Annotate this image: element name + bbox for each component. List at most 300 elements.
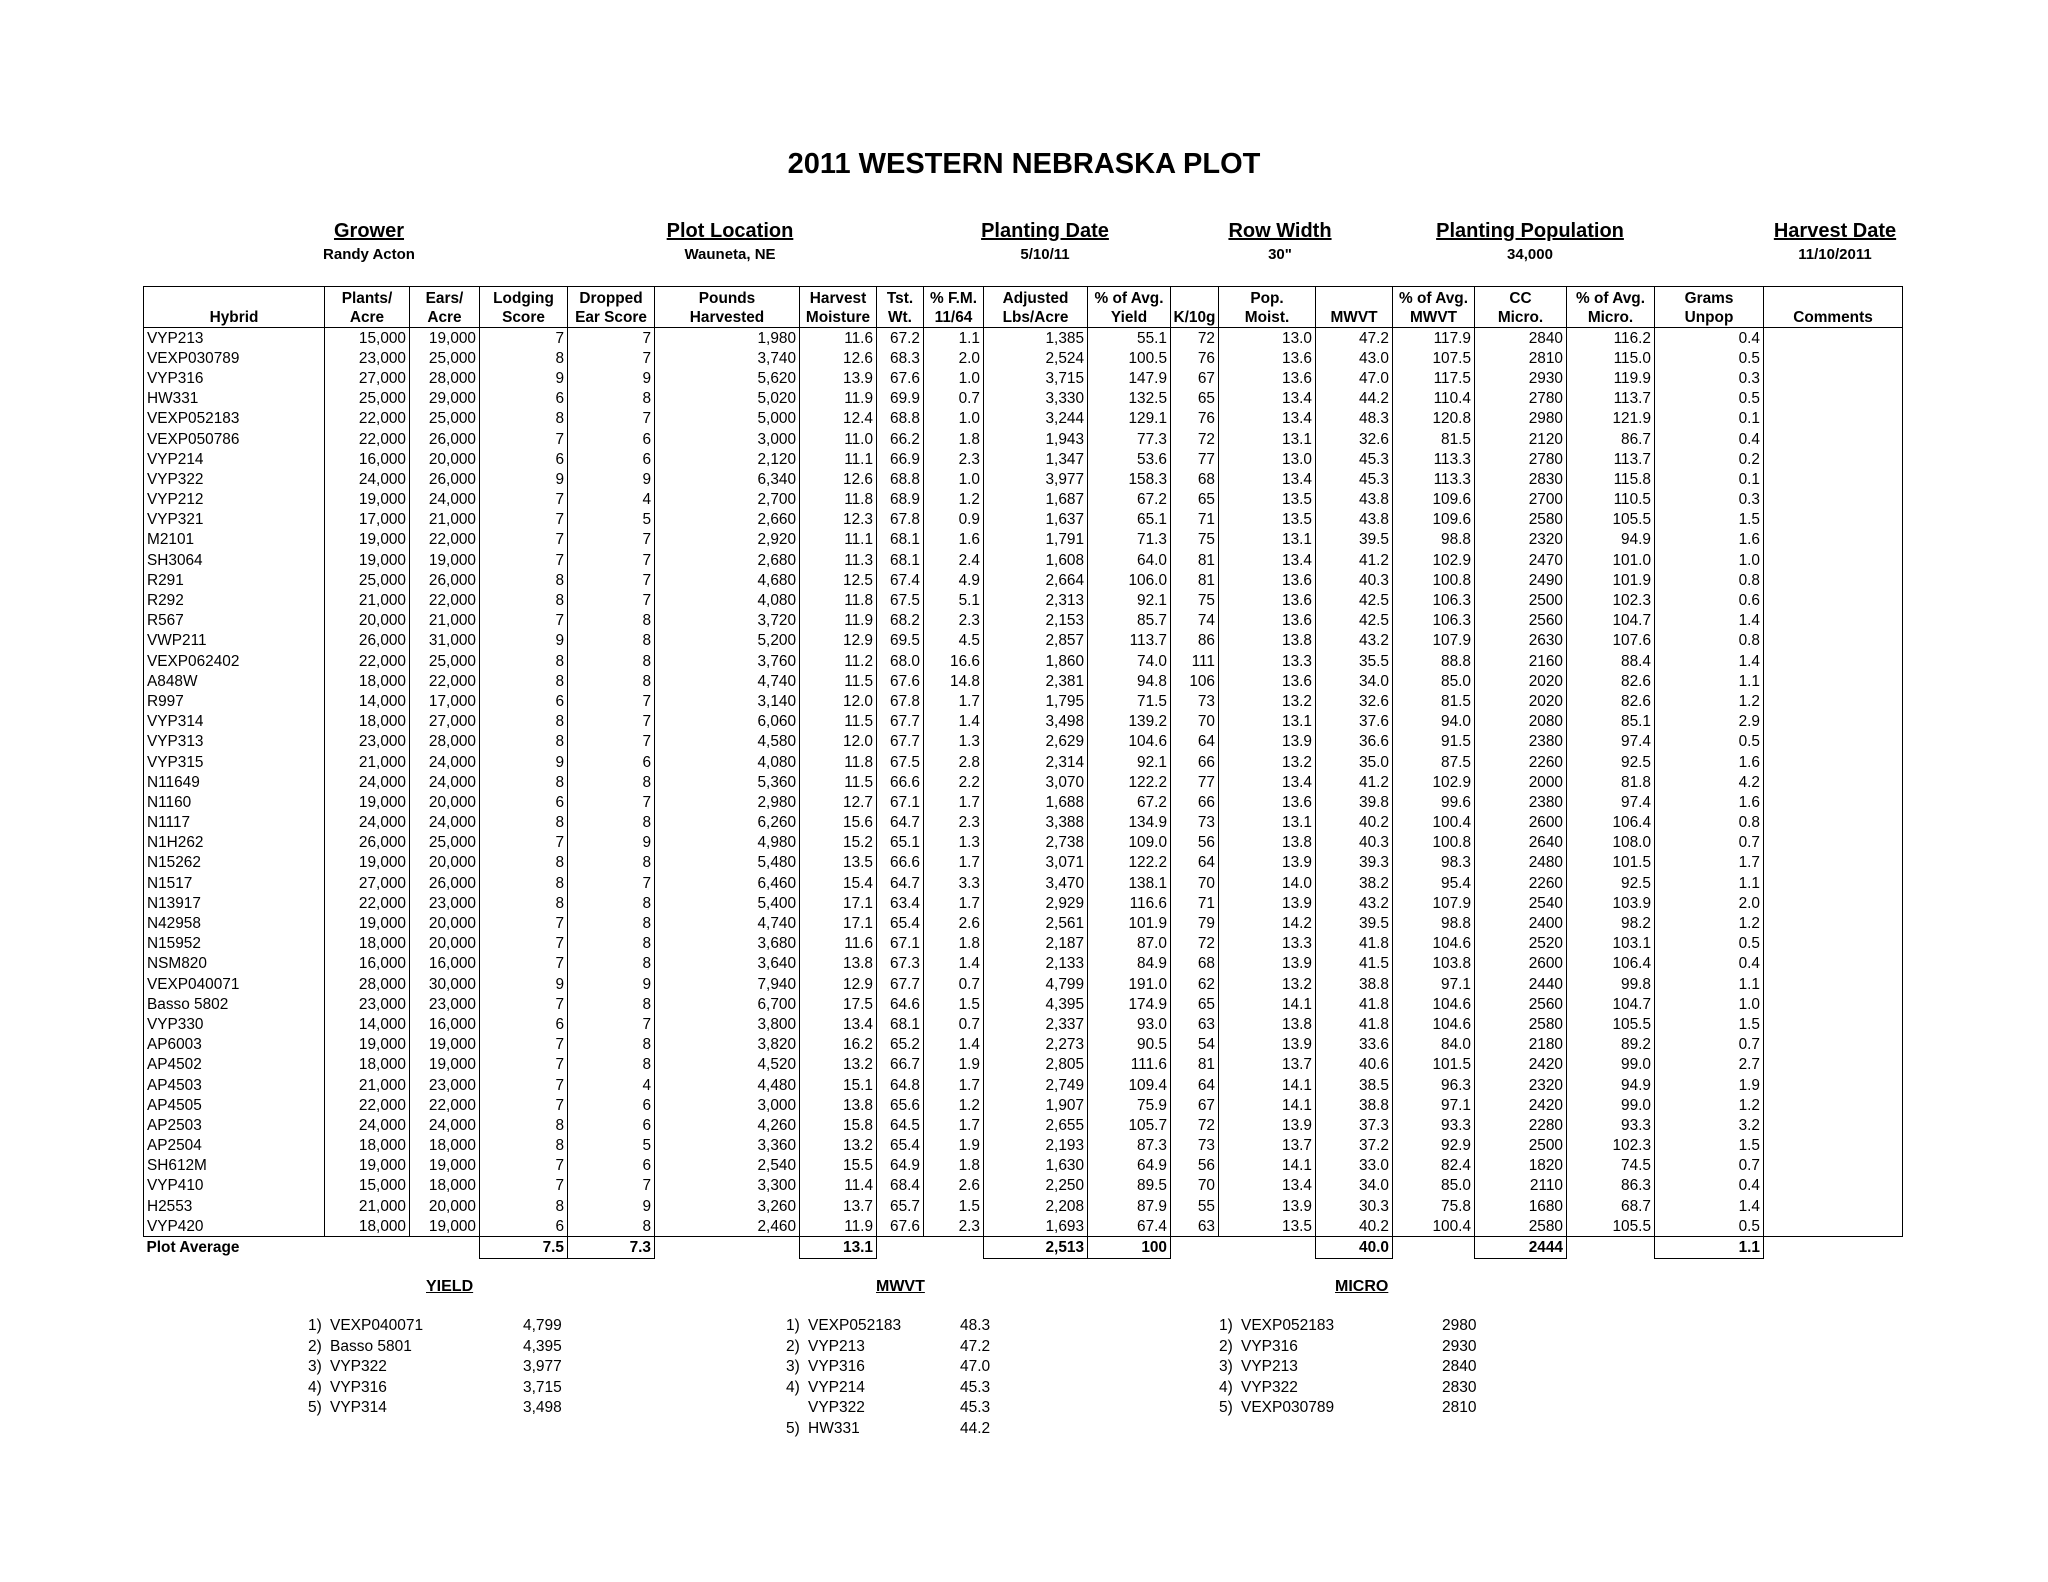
table-cell: 8 — [568, 813, 655, 833]
table-cell: 0.8 — [1655, 813, 1764, 833]
table-cell: 69.5 — [877, 631, 924, 651]
summary-value: 2980 — [1442, 1317, 1477, 1334]
table-cell: 7 — [480, 1075, 568, 1095]
table-cell: 18,000 — [410, 1176, 480, 1196]
table-cell: 2,337 — [984, 1014, 1088, 1034]
table-cell: 2,805 — [984, 1055, 1088, 1075]
column-header — [1764, 287, 1903, 328]
table-cell: 2580 — [1475, 510, 1567, 530]
table-cell: 13.6 — [1219, 570, 1316, 590]
table-cell: 9 — [568, 1196, 655, 1216]
table-cell: 8 — [568, 853, 655, 873]
header-harvest-date — [1760, 220, 1910, 263]
table-cell: 1,688 — [984, 792, 1088, 812]
table-cell: 13.8 — [1219, 631, 1316, 651]
table-row — [144, 1216, 1903, 1237]
table-cell: 19,000 — [325, 853, 410, 873]
header-plot-location — [640, 220, 820, 263]
table-cell: 39.3 — [1316, 853, 1393, 873]
column-header — [877, 287, 924, 328]
summary-rank: 3) — [786, 1358, 800, 1375]
table-cell: 34.0 — [1316, 671, 1393, 691]
table-cell: 95.4 — [1393, 873, 1475, 893]
table-cell: 1.3 — [924, 833, 984, 853]
table-cell: 1.4 — [924, 954, 984, 974]
table-cell: 86.7 — [1567, 429, 1655, 449]
table-cell: 113.7 — [1567, 449, 1655, 469]
summary-rank: 5) — [1219, 1399, 1233, 1416]
table-cell: 103.8 — [1393, 954, 1475, 974]
table-cell: 66.7 — [877, 1055, 924, 1075]
table-row — [144, 1035, 1903, 1055]
column-header-line: Micro. — [1587, 309, 1634, 326]
hybrid-cell: N1H262 — [144, 833, 325, 853]
table-cell: 101.9 — [1088, 913, 1171, 933]
table-cell: 18,000 — [325, 1136, 410, 1156]
table-cell: 21,000 — [325, 752, 410, 772]
table-cell: 3,260 — [655, 1196, 800, 1216]
table-cell: 174.9 — [1088, 994, 1171, 1014]
table-cell — [1764, 873, 1903, 893]
table-cell: 0.1 — [1655, 469, 1764, 489]
table-cell: 68.2 — [877, 611, 924, 631]
table-header-row — [144, 287, 1903, 328]
table-cell: 64.5 — [877, 1115, 924, 1135]
table-cell: 100.4 — [1393, 1216, 1475, 1237]
table-cell: 2500 — [1475, 590, 1567, 610]
table-cell: 2,700 — [655, 490, 800, 510]
table-cell: 2.3 — [924, 813, 984, 833]
table-cell: 2080 — [1475, 712, 1567, 732]
table-cell: 66.6 — [877, 853, 924, 873]
header-grower — [289, 220, 449, 263]
table-cell: 33.6 — [1316, 1035, 1393, 1055]
table-cell: 37.2 — [1316, 1136, 1393, 1156]
table-cell: 132.5 — [1088, 389, 1171, 409]
table-cell: 13.6 — [1219, 590, 1316, 610]
column-header-line: Lbs/Acre — [1002, 309, 1069, 326]
table-cell: 8 — [568, 994, 655, 1014]
table-cell: 2120 — [1475, 429, 1567, 449]
hybrid-cell: VYP330 — [144, 1014, 325, 1034]
table-cell: 19,000 — [325, 530, 410, 550]
table-cell: 7 — [568, 1014, 655, 1034]
table-cell: 4,080 — [655, 752, 800, 772]
table-cell — [1764, 328, 1903, 349]
table-cell: 32.6 — [1316, 429, 1393, 449]
table-cell: 35.5 — [1316, 651, 1393, 671]
table-cell: 67.4 — [1088, 1216, 1171, 1237]
table-cell: 65.6 — [877, 1095, 924, 1115]
table-cell: 110.5 — [1567, 490, 1655, 510]
table-cell: 2,153 — [984, 611, 1088, 631]
table-cell: 40.3 — [1316, 833, 1393, 853]
summary-hybrid: VYP322 — [808, 1399, 865, 1416]
hybrid-cell: VYP313 — [144, 732, 325, 752]
table-cell: 2160 — [1475, 651, 1567, 671]
table-cell: 106 — [1171, 671, 1219, 691]
table-cell: 82.6 — [1567, 691, 1655, 711]
summary-hybrid: HW331 — [808, 1419, 860, 1437]
table-cell: 67.8 — [877, 510, 924, 530]
summary-item — [1219, 1357, 1519, 1378]
table-cell: 68.0 — [877, 651, 924, 671]
table-cell: 67.5 — [877, 590, 924, 610]
table-cell: 19,000 — [325, 550, 410, 570]
table-cell: 14.0 — [1219, 873, 1316, 893]
table-cell — [1764, 631, 1903, 651]
table-row — [144, 813, 1903, 833]
table-cell: 67.6 — [877, 368, 924, 388]
table-cell: 4,799 — [984, 974, 1088, 994]
table-cell: 7 — [480, 429, 568, 449]
table-cell: 1.6 — [1655, 530, 1764, 550]
table-cell: 2,920 — [655, 530, 800, 550]
table-cell: 109.6 — [1393, 510, 1475, 530]
table-cell: 23,000 — [410, 994, 480, 1014]
table-cell: 17,000 — [410, 691, 480, 711]
plot-average-cell — [410, 1237, 480, 1258]
table-cell: 87.9 — [1088, 1196, 1171, 1216]
table-cell: 2470 — [1475, 550, 1567, 570]
table-cell: 15.5 — [800, 1156, 877, 1176]
table-cell — [1764, 813, 1903, 833]
table-cell: 19,000 — [325, 913, 410, 933]
table-cell: 1,608 — [984, 550, 1088, 570]
table-cell — [1764, 1216, 1903, 1237]
table-cell: 41.8 — [1316, 994, 1393, 1014]
table-cell: 24,000 — [410, 813, 480, 833]
table-cell: 13.1 — [1219, 712, 1316, 732]
table-cell: 113.7 — [1088, 631, 1171, 651]
table-cell — [1764, 389, 1903, 409]
table-cell: 65 — [1171, 389, 1219, 409]
table-cell: 63 — [1171, 1014, 1219, 1034]
table-cell: 8 — [480, 651, 568, 671]
column-header-line: Lodging — [493, 290, 554, 307]
summary-hybrid: VYP322 — [1241, 1378, 1298, 1396]
table-cell: 13.6 — [1219, 792, 1316, 812]
table-cell: 87.3 — [1088, 1136, 1171, 1156]
table-cell: 64 — [1171, 1075, 1219, 1095]
column-header-line: Plants/ — [341, 290, 393, 307]
header-planting-date — [955, 220, 1135, 263]
table-cell: 65.7 — [877, 1196, 924, 1216]
table-cell: 1,795 — [984, 691, 1088, 711]
table-cell: 2,929 — [984, 893, 1088, 913]
table-cell: 15.2 — [800, 833, 877, 853]
micro-summary-list — [1219, 1316, 1519, 1419]
hybrid-cell: AP4502 — [144, 1055, 325, 1075]
mwvt-summary-list — [786, 1316, 1036, 1439]
table-cell: 2.7 — [1655, 1055, 1764, 1075]
table-cell: 85.0 — [1393, 1176, 1475, 1196]
table-cell: 65.4 — [877, 913, 924, 933]
table-cell: 8 — [480, 772, 568, 792]
table-cell: 68 — [1171, 954, 1219, 974]
column-header — [1219, 287, 1316, 328]
table-cell: 2,273 — [984, 1035, 1088, 1055]
table-cell: 116.6 — [1088, 893, 1171, 913]
table-cell: 56 — [1171, 833, 1219, 853]
plot-average-cell: 7.3 — [568, 1237, 655, 1258]
table-row — [144, 934, 1903, 954]
table-cell: 2.9 — [1655, 712, 1764, 732]
table-cell: 8 — [568, 772, 655, 792]
table-cell: 1.7 — [924, 853, 984, 873]
table-cell: 2.4 — [924, 550, 984, 570]
table-cell: 14.1 — [1219, 994, 1316, 1014]
table-row — [144, 449, 1903, 469]
table-cell: 16,000 — [325, 449, 410, 469]
table-cell: 11.9 — [800, 389, 877, 409]
table-cell: 6 — [568, 1115, 655, 1135]
table-cell: 76 — [1171, 348, 1219, 368]
table-cell: 4.2 — [1655, 772, 1764, 792]
table-cell: 13.2 — [1219, 974, 1316, 994]
table-cell: 102.3 — [1567, 590, 1655, 610]
table-cell — [1764, 368, 1903, 388]
table-cell: 74.0 — [1088, 651, 1171, 671]
table-row — [144, 873, 1903, 893]
table-cell: 1,637 — [984, 510, 1088, 530]
table-cell: 67.7 — [877, 732, 924, 752]
hybrid-cell: NSM820 — [144, 954, 325, 974]
table-cell: 0.5 — [1655, 732, 1764, 752]
table-cell: 20,000 — [410, 913, 480, 933]
table-cell: 2,193 — [984, 1136, 1088, 1156]
table-cell: 24,000 — [325, 772, 410, 792]
table-cell: 107.9 — [1393, 893, 1475, 913]
table-cell: 1.6 — [1655, 792, 1764, 812]
table-row — [144, 1156, 1903, 1176]
table-cell: 72 — [1171, 934, 1219, 954]
summary-item — [1219, 1378, 1519, 1399]
column-header — [924, 287, 984, 328]
table-cell: 1.2 — [924, 490, 984, 510]
table-cell: 7 — [480, 913, 568, 933]
table-cell: 108.0 — [1567, 833, 1655, 853]
summary-rank: 4) — [1219, 1378, 1233, 1396]
table-cell: 24,000 — [325, 469, 410, 489]
table-cell: 94.8 — [1088, 671, 1171, 691]
table-cell: 18,000 — [325, 1216, 410, 1237]
table-cell: 93.0 — [1088, 1014, 1171, 1034]
table-cell: 11.6 — [800, 934, 877, 954]
column-header — [480, 287, 568, 328]
table-cell: 64.9 — [1088, 1156, 1171, 1176]
table-cell: 1820 — [1475, 1156, 1567, 1176]
table-cell: 67.6 — [877, 1216, 924, 1237]
table-cell: 85.1 — [1567, 712, 1655, 732]
table-row — [144, 954, 1903, 974]
table-cell: 7 — [480, 550, 568, 570]
table-cell: 2,655 — [984, 1115, 1088, 1135]
table-cell: 2,857 — [984, 631, 1088, 651]
table-cell: 74 — [1171, 611, 1219, 631]
table-cell: 19,000 — [410, 328, 480, 349]
table-cell — [1764, 1176, 1903, 1196]
table-cell: 43.8 — [1316, 510, 1393, 530]
table-cell: 21,000 — [325, 1075, 410, 1095]
table-cell: 9 — [480, 631, 568, 651]
table-cell: 19,000 — [325, 1156, 410, 1176]
table-cell: 66.2 — [877, 429, 924, 449]
column-header-line: MWVT — [1409, 309, 1457, 326]
table-cell: 1.0 — [1655, 994, 1764, 1014]
table-cell: 15.4 — [800, 873, 877, 893]
table-cell: 22,000 — [325, 409, 410, 429]
table-cell: 41.8 — [1316, 934, 1393, 954]
table-cell: 2540 — [1475, 893, 1567, 913]
plot-average-cell: 7.5 — [480, 1237, 568, 1258]
table-cell: 93.3 — [1393, 1115, 1475, 1135]
table-cell: 72 — [1171, 429, 1219, 449]
table-cell: 104.7 — [1567, 611, 1655, 631]
table-cell: 12.0 — [800, 691, 877, 711]
table-cell: 1.4 — [1655, 651, 1764, 671]
header-planting-population — [1405, 220, 1655, 263]
table-cell: 13.1 — [1219, 429, 1316, 449]
table-cell — [1764, 550, 1903, 570]
summary-item — [308, 1337, 608, 1358]
table-cell: 24,000 — [410, 1115, 480, 1135]
table-cell: 14,000 — [325, 1014, 410, 1034]
table-cell: 13.9 — [800, 368, 877, 388]
table-cell: 23,000 — [410, 1075, 480, 1095]
table-cell: 22,000 — [410, 590, 480, 610]
table-cell: 24,000 — [410, 772, 480, 792]
table-cell: 87.0 — [1088, 934, 1171, 954]
table-cell: 64 — [1171, 732, 1219, 752]
table-cell: 40.2 — [1316, 813, 1393, 833]
table-cell: 113.3 — [1393, 469, 1475, 489]
table-cell: 84.0 — [1393, 1035, 1475, 1055]
table-cell: 8 — [568, 651, 655, 671]
table-cell: 6 — [568, 449, 655, 469]
summary-rank: 2) — [1219, 1337, 1233, 1355]
table-cell: 13.4 — [800, 1014, 877, 1034]
table-cell: 16,000 — [410, 1014, 480, 1034]
table-cell: 1.4 — [924, 1035, 984, 1055]
yield-summary-title: YIELD — [426, 1278, 474, 1295]
table-cell: 8 — [568, 1216, 655, 1237]
table-cell: 9 — [568, 833, 655, 853]
table-cell: 23,000 — [325, 732, 410, 752]
table-cell: 22,000 — [325, 429, 410, 449]
table-cell: 6,260 — [655, 813, 800, 833]
table-cell: 13.9 — [1219, 893, 1316, 913]
table-cell: 86 — [1171, 631, 1219, 651]
table-cell: 19,000 — [410, 550, 480, 570]
column-header — [1567, 287, 1655, 328]
table-cell: 92.9 — [1393, 1136, 1475, 1156]
table-cell: 9 — [480, 752, 568, 772]
column-header — [1393, 287, 1475, 328]
table-cell — [1764, 651, 1903, 671]
table-cell: 68.7 — [1567, 1196, 1655, 1216]
table-cell: 73 — [1171, 1136, 1219, 1156]
table-cell: 8 — [568, 1035, 655, 1055]
table-cell: 22,000 — [325, 651, 410, 671]
table-cell: 0.4 — [1655, 954, 1764, 974]
table-cell: 91.5 — [1393, 732, 1475, 752]
hybrid-cell: AP2503 — [144, 1115, 325, 1135]
table-cell: 53.6 — [1088, 449, 1171, 469]
table-cell: 22,000 — [325, 1095, 410, 1115]
column-header-line: Micro. — [1497, 309, 1544, 326]
plot-average-cell — [924, 1237, 984, 1258]
table-cell: 92.1 — [1088, 590, 1171, 610]
table-cell: 96.3 — [1393, 1075, 1475, 1095]
table-cell: 70 — [1171, 1176, 1219, 1196]
table-cell: 2,313 — [984, 590, 1088, 610]
table-cell: 2,540 — [655, 1156, 800, 1176]
table-cell: 64.9 — [877, 1156, 924, 1176]
table-cell: 13.9 — [1219, 853, 1316, 873]
table-cell: 2600 — [1475, 954, 1567, 974]
table-cell: 3,715 — [984, 368, 1088, 388]
column-header — [1655, 287, 1764, 328]
table-cell: 2780 — [1475, 449, 1567, 469]
table-cell: 8 — [480, 590, 568, 610]
table-cell: 4.5 — [924, 631, 984, 651]
table-cell: 87.5 — [1393, 752, 1475, 772]
table-cell: 2,187 — [984, 934, 1088, 954]
table-cell: 13.0 — [1219, 328, 1316, 349]
table-cell: 71.5 — [1088, 691, 1171, 711]
table-row — [144, 1176, 1903, 1196]
table-cell — [1764, 732, 1903, 752]
table-cell: 1.6 — [1655, 752, 1764, 772]
table-cell: 2560 — [1475, 994, 1567, 1014]
table-cell: 1.0 — [924, 368, 984, 388]
table-row — [144, 510, 1903, 530]
table-cell: 68.3 — [877, 348, 924, 368]
table-cell: 67 — [1171, 368, 1219, 388]
table-cell: 1.2 — [924, 1095, 984, 1115]
table-cell: 3,071 — [984, 853, 1088, 873]
table-cell: 7 — [568, 348, 655, 368]
table-cell: 2420 — [1475, 1095, 1567, 1115]
table-cell: 81 — [1171, 570, 1219, 590]
table-cell: 4,520 — [655, 1055, 800, 1075]
hybrid-cell: VYP214 — [144, 449, 325, 469]
table-cell: 41.2 — [1316, 772, 1393, 792]
table-cell: 0.7 — [924, 974, 984, 994]
table-cell: 2780 — [1475, 389, 1567, 409]
table-cell: 3,800 — [655, 1014, 800, 1034]
table-cell — [1764, 530, 1903, 550]
table-cell: 105.5 — [1567, 510, 1655, 530]
table-cell: 2020 — [1475, 691, 1567, 711]
table-cell: 5 — [568, 1136, 655, 1156]
hybrid-cell: HW331 — [144, 389, 325, 409]
table-cell: 63 — [1171, 1216, 1219, 1237]
table-row — [144, 1136, 1903, 1156]
table-cell: 8 — [568, 893, 655, 913]
table-cell: 89.2 — [1567, 1035, 1655, 1055]
table-cell: 75 — [1171, 530, 1219, 550]
hybrid-cell: N13917 — [144, 893, 325, 913]
column-header-line: MWVT — [1330, 309, 1378, 326]
table-cell: 67.7 — [877, 712, 924, 732]
table-cell: 11.8 — [800, 752, 877, 772]
table-cell: 1.9 — [924, 1136, 984, 1156]
table-cell: 11.6 — [800, 328, 877, 349]
table-cell: 113.3 — [1393, 449, 1475, 469]
table-cell: 1.1 — [1655, 974, 1764, 994]
